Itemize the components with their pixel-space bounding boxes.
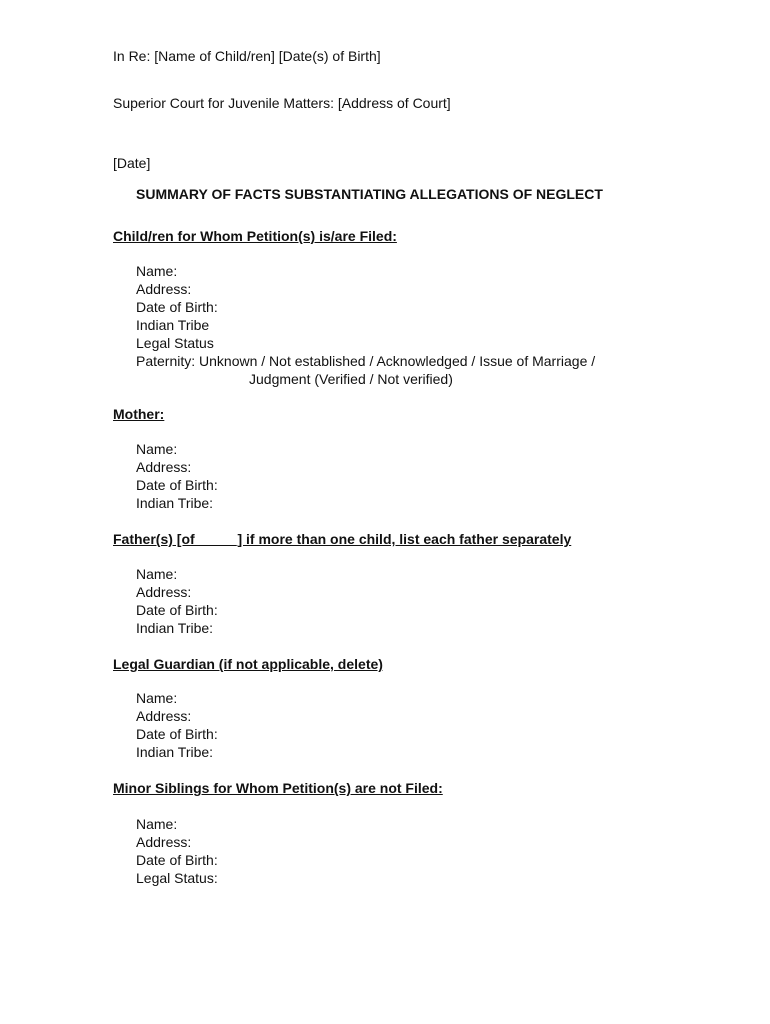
paternity-line: Paternity: Unknown / Not established / Acknowledged / Issue of Marriage / (136, 353, 596, 369)
field-label: Name: (136, 566, 178, 582)
field-label: Indian Tribe: (136, 620, 214, 636)
field-label: Indian Tribe: (136, 744, 214, 760)
guardian-fields (136, 689, 218, 761)
paternity-continuation: Judgment (Verified / Not verified) (249, 371, 453, 387)
field-label: Address: (136, 708, 192, 724)
document-title: SUMMARY OF FACTS SUBSTANTIATING ALLEGATIONS OF NEGLECT (136, 186, 603, 202)
siblings-heading: Minor Siblings for Whom Petition(s) are not Filed: (113, 780, 443, 796)
field-label: Date of Birth: (136, 852, 218, 868)
court-line: Superior Court for Juvenile Matters: [Address of Court] (113, 95, 451, 111)
field-label: Date of Birth: (136, 299, 218, 315)
guardian-heading: Legal Guardian (if not applicable, delete) (113, 656, 383, 672)
field-label: Address: (136, 459, 192, 475)
field-label: Address: (136, 834, 192, 850)
children-fields (136, 262, 595, 388)
field-label: Indian Tribe: (136, 495, 214, 511)
field-label: Date of Birth: (136, 602, 218, 618)
field-label: Address: (136, 281, 192, 297)
field-label: Date of Birth: (136, 477, 218, 493)
field-label: Name: (136, 441, 178, 457)
in-re-line: In Re: [Name of Child/ren] [Date(s) of Birth] (113, 48, 381, 64)
field-label: Legal Status: (136, 870, 218, 886)
field-label: Indian Tribe (136, 317, 210, 333)
field-label: Legal Status (136, 335, 214, 351)
field-label: Address: (136, 584, 192, 600)
field-label: Name: (136, 816, 178, 832)
siblings-fields (136, 815, 218, 887)
mother-fields (136, 440, 218, 512)
fathers-fields (136, 565, 218, 637)
fathers-heading: Father(s) [of _____] if more than one child, list each father separately (113, 531, 572, 547)
field-label: Name: (136, 690, 178, 706)
date-line: [Date] (113, 155, 151, 171)
children-heading: Child/ren for Whom Petition(s) is/are Filed: (113, 228, 397, 244)
field-label: Date of Birth: (136, 726, 218, 742)
mother-heading: Mother: (113, 406, 165, 422)
field-label: Name: (136, 263, 178, 279)
